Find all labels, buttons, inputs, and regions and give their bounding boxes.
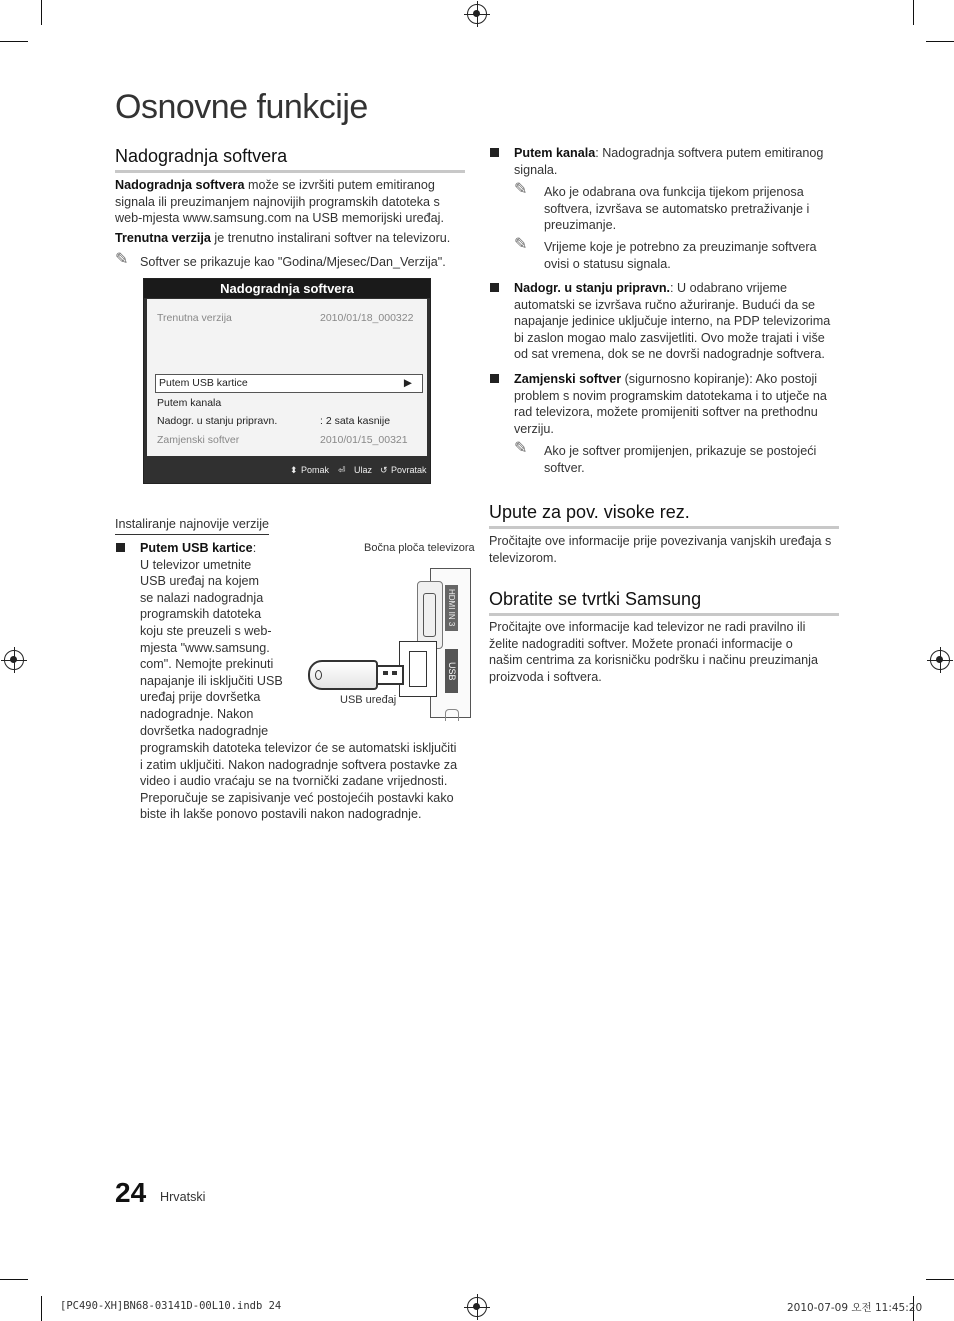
usb-port-icon [409,651,427,687]
usb-line: mjesta "www.samsung. [140,640,270,655]
bullet-alt-software [514,371,849,437]
usb-line: napajanje ili isključiti USB [140,673,283,688]
pencil-note-icon: ✎ [514,236,528,253]
hd-paragraph [489,533,844,566]
tv-side-panel [430,568,471,718]
bullet-standby-text: napajanje jedinice uključuje interno, na PDP televizorima [514,314,831,329]
crop-mark [926,41,954,42]
note-line: ovisi o statusu signala. [544,256,671,271]
samsung-line: Pročitajte ove informacije kad televizor ne radi pravilno ili [489,620,806,634]
usb-line: uređaj prije dovršetka [140,690,261,705]
usb-line: se nalazi nadogradnja [140,590,264,605]
pencil-note-icon: ✎ [514,181,528,198]
samsung-line: želite nadograditi softver. Možete pronaći informacije o [489,636,793,651]
current-version-text: je trenutno instalirani softver na televizoru. [210,230,451,245]
registration-mark-icon [4,650,24,670]
bullet-standby-text: : U odabrano vrijeme [670,281,787,295]
registration-mark-icon [467,1297,487,1317]
osd-current-value: 2010/01/18_000322 [320,312,414,324]
osd-current-label: Trenutna verzija [157,312,232,324]
footer-return: Povratak [391,465,427,475]
usb-line: USB uređaj na kojem [140,574,260,589]
bullet-standby-text: bi zaslon mogao malo zasvijetliti. Ovo može trajati i više [514,330,825,345]
registration-mark-icon [930,650,950,670]
osd-alt-value: 2010/01/15_00321 [320,434,408,446]
bullet-channel [514,145,844,178]
hdmi-port-icon [423,593,436,637]
usb-line: programskih datoteka [140,607,262,622]
osd-usb-label: Putem USB kartice [159,377,248,389]
usb-line: programskih datoteka televizor će se automatski isključiti [140,741,457,755]
hd-line: Pročitajte ove informacije prije povezivanja vanjskih uređaja s [489,534,832,548]
hd-line: televizorom. [489,550,557,565]
usb-line: dovršetka nadogradnje [140,723,269,738]
osd-item-alt-software[interactable]: Zamjenski softver [157,434,240,446]
enter-icon: ⏎ [338,465,346,475]
bullet-channel-text: signala. [514,162,558,177]
intro-text: signala ili preuzimanjem najnovijih programskih datoteka s [115,194,440,209]
bullet-channel-text: : Nadogradnja softvera putem emitiranog [595,146,824,160]
page-language: Hrvatski [160,1190,206,1204]
print-file-info: [PC490-XH]BN68-03141D-00L10.indb 24 [60,1300,282,1312]
chevron-right-icon: ▶ [403,377,412,389]
osd-standby-value: : 2 sata kasnije [320,415,391,427]
bullet-standby-text: od sat vremena, dok se ne dovrši nadogradnje softvera. [514,347,825,362]
osd-menu-software-upgrade [143,278,431,484]
note-line: preuzimanje. [544,218,617,233]
crop-mark [41,0,42,25]
usb-line: com". Nemojte prekinuti [140,657,274,672]
crop-mark [0,41,28,42]
intro-text: web-mjesta www.samsung.com na USB memorijski uređaj. [115,211,444,226]
bullet-alt-bold: Zamjenski softver [514,372,622,386]
print-date: 2010-07-09 오전 11:45:20 [787,1302,923,1314]
move-icon: ⬍ [290,465,298,475]
bullet-channel-bold: Putem kanala [514,146,596,160]
usb-line: video i audio vraćaju se na tvornički zadane vrijednosti. [140,774,448,789]
figure-usb-label: USB uređaj [340,694,397,706]
pencil-note-icon: ✎ [115,251,129,268]
figure-panel-label: Bočna ploča televizora [364,542,475,554]
note-line: Ako je softver promijenjen, prikazuje se postojeći [544,444,817,458]
crop-mark [913,0,914,25]
usb-bullet-bold: Putem USB kartice [140,541,253,555]
osd-item-standby[interactable]: Nadogr. u stanju pripravn. [157,415,278,427]
intro-bold: Nadogradnja softvera [115,178,245,192]
pencil-note-icon: ✎ [514,440,528,457]
bullet-square-icon [490,283,499,292]
samsung-line: proizvoda i softvera. [489,669,602,684]
bullet-square-icon [116,543,125,552]
note-line: softvera, izvršava se automatsko pretraživanje i [544,201,810,216]
osd-body [147,299,427,456]
bullet-standby-bold: Nadogr. u stanju pripravn. [514,281,671,295]
page-number: 24 [115,1177,147,1208]
osd-title: Nadogradnja softvera [144,279,430,298]
intro-text: može se izvršiti putem emitiranog [244,178,435,192]
bullet-alt-text: (sigurnosno kopiranje): Ako postoji [621,372,818,386]
channel-note-1 [544,184,844,234]
install-heading: Instaliranje najnovije verzije [115,516,269,535]
next-port-icon [445,709,459,721]
intro-paragraph [115,177,470,246]
osd-item-usb[interactable] [155,374,423,393]
bullet-standby [514,280,849,363]
samsung-paragraph [489,619,844,685]
usb-line: koju ste preuzeli s web- [140,623,272,638]
channel-note-2 [544,239,844,272]
footer-move: Pomak [301,465,330,475]
usb-line: nadogradnje. Nakon [140,706,254,721]
section-heading-hd: Upute za pov. visoke rez. [489,502,839,529]
page-title: Osnovne funkcije [115,88,368,126]
usb-drive-icon [308,660,378,690]
crop-mark [0,1279,28,1280]
note-line: Vrijeme koje je potrebno za preuzimanje softvera [544,240,817,254]
note-line: softver. [544,460,585,475]
usb-line: i zatim uključiti. Nakon nadogradnje softvera postavke za [140,757,458,772]
bullet-alt-text: verziju. [514,421,554,436]
return-icon: ↺ [380,465,388,475]
usb-bullet-wide [140,740,475,823]
usb-line: biste ih lakše ponovo postavili nakon nadogradnje. [140,807,422,822]
version-format-note: Softver se prikazuje kao "Godina/Mjesec/Dan_Verzija". [140,255,446,269]
current-version-bold: Trenutna verzija [115,230,211,245]
bullet-alt-text: problem s novim programskim datotekama i to utječe na [514,388,827,403]
alt-note [544,443,844,476]
crop-mark [41,1296,42,1321]
registration-mark-icon [467,4,487,24]
usb-line: U televizor umetnite [140,557,252,572]
crop-mark [926,1279,954,1280]
bullet-square-icon [490,148,499,157]
section-heading-samsung: Obratite se tvrtki Samsung [489,589,839,616]
usb-plug [376,665,404,685]
hdmi-port-label: HDMI IN 3 [445,585,458,631]
usb-port-label: USB [445,649,458,693]
usb-bullet-narrow: Putem USB kartice: U televizor umetnite USB uređaj na kojem se nalazi nadogradnja programskih datoteka koju ste preuzeli s web- mjesta "www.samsung. com". Nemojte prekinuti napajanje ili isključiti USB uređaj prije dovršetka nadogradnje. Nakon dovršetka nadogradnje [140,540,290,739]
bullet-standby-text: automatski se izvršava ručno ažuriranje. Budući da se [514,297,815,312]
section-heading-software-upgrade: Nadogradnja softvera [115,146,465,173]
bullet-square-icon [490,374,499,383]
osd-item-channel[interactable]: Putem kanala [157,397,222,409]
usb-line: Preporučuje se zapisivanje već postojećih postavki kako [140,790,454,805]
samsung-line: našim centrima za korisničku podršku i načinu preuzimanja [489,653,818,668]
footer-enter: Ulaz [354,465,373,475]
bullet-alt-text: rad televizora, možete promijeniti softver na prethodnu [514,405,818,420]
note-line: Ako je odabrana ova funkcija tijekom prijenosa [544,185,804,199]
